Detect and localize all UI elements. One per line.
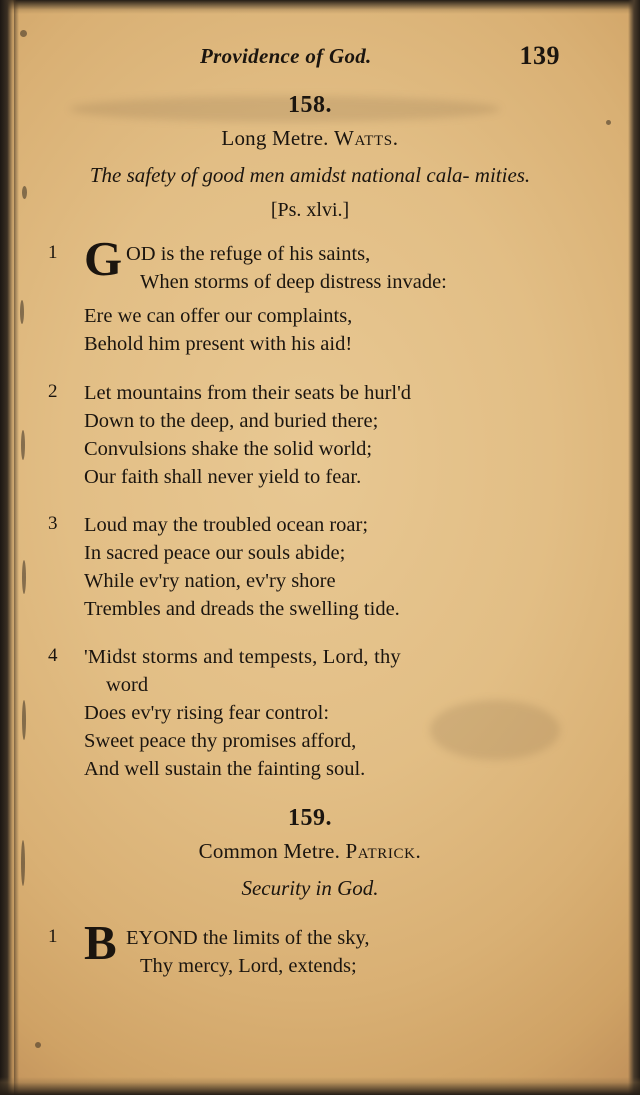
verse-number: 2 (48, 380, 58, 402)
verse-stanza (40, 231, 580, 358)
hymn-meta (40, 839, 580, 864)
drop-cap: G (84, 231, 123, 287)
paper-speck (20, 300, 24, 324)
paper-speck (21, 430, 25, 460)
verse-number: 1 (48, 242, 58, 264)
verse-line: EYOND the limits of the sky, (126, 927, 370, 950)
hymn-meta (40, 126, 580, 151)
paper-speck (606, 120, 611, 125)
verse-line: Loud may the troubled ocean roar; (84, 513, 369, 536)
hymn-subject: The safety of good men amidst national cala- mities. (89, 163, 531, 187)
running-head-title: Providence of God. (200, 44, 372, 68)
verse-number: 3 (48, 512, 58, 534)
verse-stanza (40, 379, 580, 491)
paper-speck (22, 560, 26, 594)
drop-cap: B (84, 915, 117, 971)
hymn-author: Watts. (334, 126, 399, 150)
verse-line: While ev'ry nation, ev'ry shore (84, 569, 336, 592)
hymn-subject: Security in God. (241, 876, 379, 900)
verse-number: 4 (48, 645, 58, 667)
verse-stanza (40, 511, 580, 623)
page-edge-right (628, 0, 640, 1095)
page-gutter-shadow (14, 0, 19, 1095)
verse-line: Down to the deep, and buried there; (84, 409, 379, 432)
hymn-number: 159. (288, 805, 332, 831)
verse-line: Sweet peace thy promises afford, (84, 730, 357, 753)
paper-speck (21, 840, 25, 886)
hymn-author: Patrick. (345, 839, 422, 863)
verse-line: 'Midst storms and tempests, Lord, thy (84, 646, 401, 669)
verse-line: Our faith shall never yield to fear. (84, 465, 362, 488)
verse-line: Convulsions shake the solid world; (84, 437, 373, 460)
verse-number: 1 (48, 926, 58, 948)
running-head (40, 41, 580, 72)
hymn-159 (40, 805, 580, 986)
page-content (40, 0, 600, 1095)
verse-line: Trembles and dreads the swelling tide. (84, 598, 400, 621)
verse-line: Behold him present with his aid! (84, 333, 353, 356)
hymn-number: 158. (288, 92, 332, 118)
paper-speck (22, 700, 26, 740)
verse-dropcap-block (84, 231, 580, 302)
verse-line: In sacred peace our souls abide; (84, 541, 346, 564)
verse-line: And well sustain the fainting soul. (84, 758, 366, 781)
verse-line: Does ev'ry rising fear control: (84, 702, 330, 725)
page-number: 139 (519, 41, 560, 70)
hymn-158 (40, 92, 580, 784)
verse-line: Thy mercy, Lord, extends; (140, 955, 357, 978)
paper-speck (22, 186, 27, 199)
verse-line: Let mountains from their seats be hurl'd (84, 381, 412, 404)
verse-stanza (40, 643, 580, 783)
verse-stanza (40, 915, 580, 986)
verse-dropcap-block (84, 915, 580, 986)
verse-line: OD is the refuge of his saints, (126, 243, 371, 266)
hymn-metre: Long Metre. (221, 126, 329, 150)
verse-line: When storms of deep distress invade: (140, 271, 447, 294)
verse-line: Ere we can offer our complaints, (84, 305, 353, 328)
paper-speck (20, 30, 27, 37)
hymn-metre: Common Metre. (198, 839, 341, 863)
hymn-scripture-ref: [Ps. xlvi.] (270, 199, 350, 222)
verse-line: word (106, 674, 149, 697)
